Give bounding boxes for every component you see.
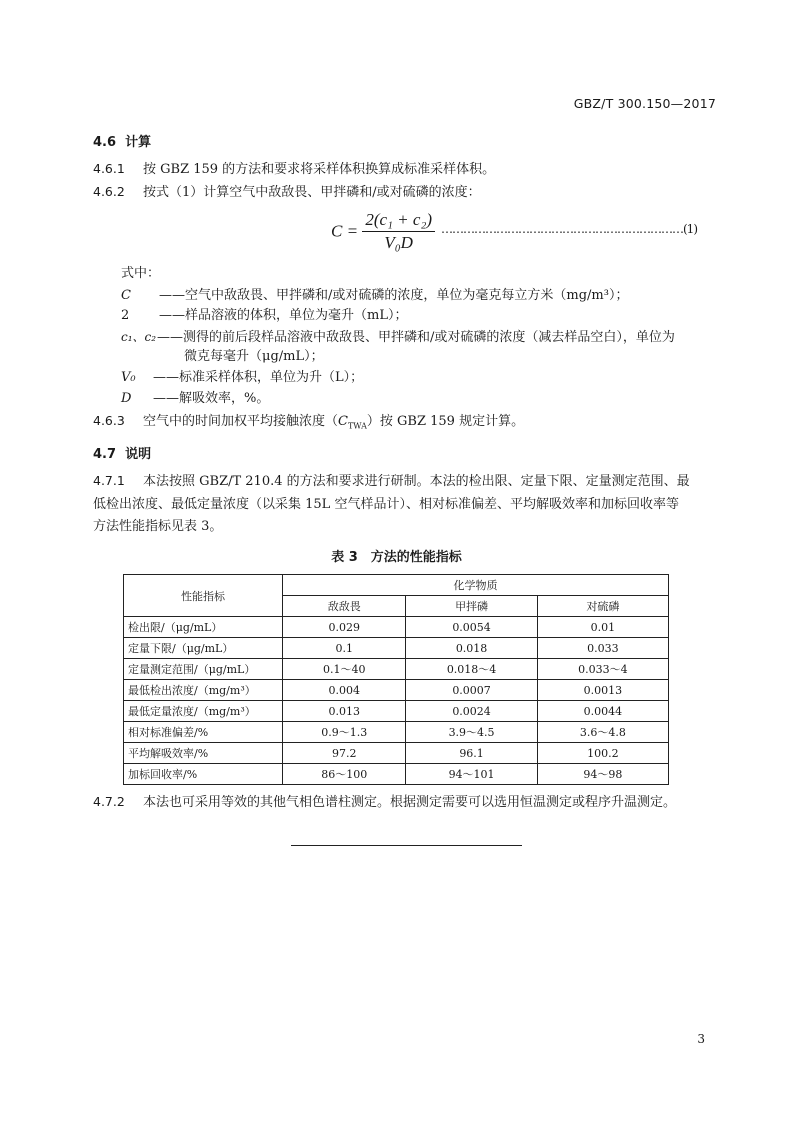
clause-text-a: 空气中的时间加权平均接触浓度（ [143,414,339,429]
legend-text: 标准采样体积，单位为升（L）； [179,370,364,385]
legend-item-c1c2-cont: 微克每毫升（μg/mL）； [184,349,324,364]
legend-symbol: C [121,288,131,303]
cell-value: 0.0044 [537,701,668,722]
row-label: 检出限/（μg/mL） [124,617,283,638]
cell-value: 3.9～4.5 [406,722,537,743]
cell-value: 0.0054 [406,617,537,638]
formula-fraction [362,210,435,253]
row-label: 相对标准偏差/% [124,722,283,743]
section-title: 说明 [125,447,152,462]
clause-4-7-1 [93,470,733,539]
row-label: 定量下限/（μg/mL） [124,638,283,659]
clause-text-b: ）按 GBZ 159 规定计算。 [366,414,525,429]
formula-1 [331,210,435,253]
table-row [124,659,669,680]
cell-value: 0.1 [283,638,406,659]
twa-subscript: TWA [347,421,367,431]
formula-lhs: C = [331,221,359,241]
header-metric: 性能指标 [124,575,283,617]
cell-value: 0.9～1.3 [283,722,406,743]
document-id: GBZ/T 300.150—2017 [573,96,716,111]
section-number: 4.6 [93,135,117,150]
clause-number: 4.7.1 [93,473,125,488]
header-phorate: 甲拌磷 [406,596,537,617]
header-parathion: 对硫磷 [537,596,668,617]
clause-line-2: 低检出浓度、最低定量浓度（以采集 15L 空气样品计）、相对标准偏差、平均解吸效率和加标回收率等 [93,496,679,512]
table-caption: 表 3 方法的性能指标 [331,550,462,565]
cell-value: 0.018 [406,638,537,659]
cell-value: 0.1～40 [283,659,406,680]
clause-number: 4.6.3 [93,413,125,428]
legend-item-v0 [121,368,363,388]
cell-value: 0.004 [283,680,406,701]
row-label: 最低检出浓度/（mg/m³） [124,680,283,701]
clause-4-6-1 [93,159,495,180]
cell-value: 0.029 [283,617,406,638]
legend-title: 式中： [121,266,161,281]
section-4-7-heading [93,443,151,462]
legend-item-2 [121,306,407,326]
clause-4-6-3 [93,411,524,437]
legend-dash: —— [153,370,179,385]
cell-value: 0.0024 [406,701,537,722]
table-row [124,722,669,743]
table-row [124,743,669,764]
row-label: 平均解吸效率/% [124,743,283,764]
legend-symbol: 2 [121,308,130,323]
clause-text: 按 GBZ 159 的方法和要求将采样体积换算成标准采样体积。 [143,162,496,177]
legend-text: 样品溶液的体积，单位为毫升（mL）； [185,308,408,323]
legend-symbol: c₁、c₂ [121,330,157,344]
formula-denominator: V₀D [384,233,413,252]
legend-item-c1c2 [121,327,675,348]
clause-4-6-2 [93,182,481,203]
cell-value: 0.018～4 [406,659,537,680]
end-rule [291,845,522,846]
cell-value: 0.01 [537,617,668,638]
table-row [124,764,669,785]
clause-number: 4.6.2 [93,184,125,199]
row-label: 最低定量浓度/（mg/m³） [124,701,283,722]
clause-number: 4.7.2 [93,794,125,809]
table-header-row [124,575,669,596]
clause-4-7-2 [93,792,676,813]
cell-value: 94～98 [537,764,668,785]
cell-value: 96.1 [406,743,537,764]
legend-symbol: V₀ [121,370,136,385]
cell-value: 94～101 [406,764,537,785]
legend-item-d [121,389,269,409]
header-dichlorvos: 敌敌畏 [283,596,406,617]
page-number: 3 [697,1032,705,1046]
formula-leader: …………………………………………………………(1) [441,222,697,236]
cell-value: 86～100 [283,764,406,785]
legend-text: 解吸效率，%。 [179,391,270,406]
legend-text: 测得的前后段样品溶液中敌敌畏、甲拌磷和/或对硫磷的浓度（减去样品空白），单位为 [183,330,675,345]
section-title: 计算 [125,135,152,150]
legend-dash: —— [159,288,185,303]
cell-value: 0.013 [283,701,406,722]
header-substance-group: 化学物质 [283,575,669,596]
table-row [124,638,669,659]
cell-value: 100.2 [537,743,668,764]
clause-line-1: 本法按照 GBZ/T 210.4 的方法和要求进行研制。本法的检出限、定量下限、定量测定范围、最 [143,474,690,489]
section-4-6-heading [93,131,151,150]
formula-numerator: 2(c₁ + c₂) [362,210,435,232]
legend-dash: —— [153,391,179,406]
performance-table [123,574,669,785]
cell-value: 0.0007 [406,680,537,701]
row-label: 定量测定范围/（μg/mL） [124,659,283,680]
table-row [124,701,669,722]
cell-value: 3.6～4.8 [537,722,668,743]
twa-symbol: C [338,414,348,429]
table-row [124,617,669,638]
row-label: 加标回收率/% [124,764,283,785]
table-row [124,680,669,701]
clause-text: 按式（1）计算空气中敌敌畏、甲拌磷和/或对硫磷的浓度： [143,185,481,200]
legend-item-c [121,286,628,306]
clause-line-3: 方法性能指标见表 3。 [93,519,223,535]
clause-text: 本法也可采用等效的其他气相色谱柱测定。根据测定需要可以选用恒温测定或程序升温测定。 [143,795,677,810]
cell-value: 0.033 [537,638,668,659]
legend-dash: —— [157,330,183,345]
cell-value: 0.0013 [537,680,668,701]
cell-value: 97.2 [283,743,406,764]
legend-symbol: D [121,391,132,406]
clause-number: 4.6.1 [93,161,125,176]
legend-dash: —— [159,308,185,323]
section-number: 4.7 [93,447,117,462]
legend-text: 空气中敌敌畏、甲拌磷和/或对硫磷的浓度，单位为毫克每立方米（mg/m³）； [185,288,629,303]
cell-value: 0.033～4 [537,659,668,680]
